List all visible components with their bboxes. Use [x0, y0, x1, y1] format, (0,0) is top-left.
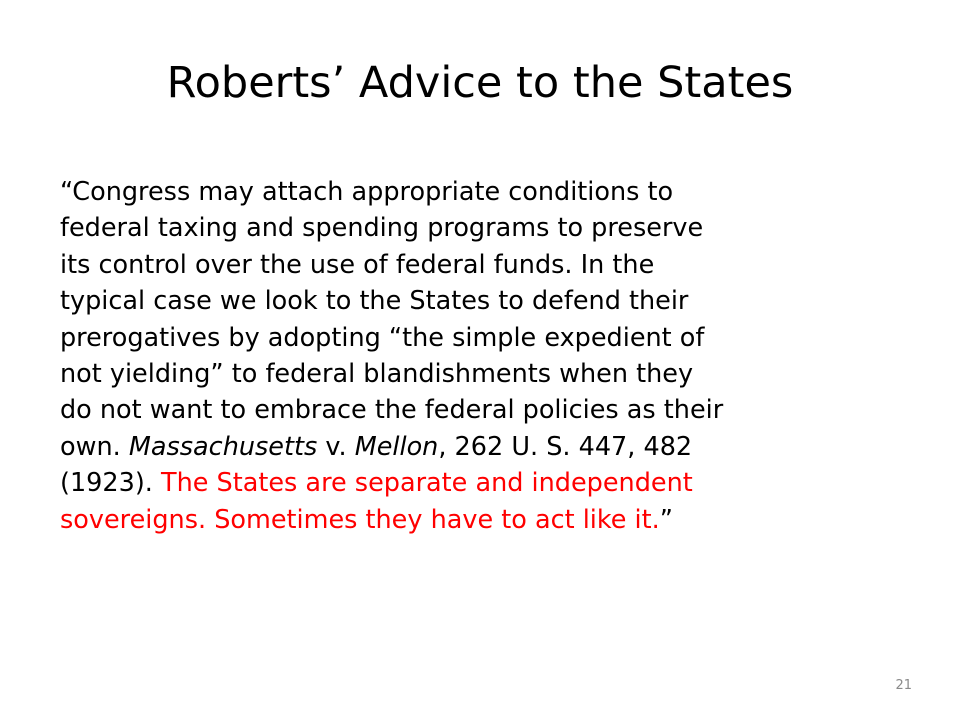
- case-name-massachusetts: Massachusetts: [128, 431, 318, 462]
- quote-line-4: typical case we look to the States to defend their: [60, 286, 689, 317]
- quote-line-10: [60, 502, 905, 538]
- closing-quote: ”: [659, 504, 673, 535]
- quote-line-5: prerogatives by adopting “the simple expedient of: [60, 322, 705, 353]
- slide-title: Roberts’ Advice to the States: [166, 58, 794, 108]
- quote-line-8-start: own.: [60, 431, 129, 462]
- quote-line-6: not yielding” to federal blandishments when they: [60, 359, 694, 390]
- page-number: 21: [895, 678, 912, 693]
- quote-paragraph: [60, 174, 905, 538]
- case-name-mellon: Mellon: [354, 431, 439, 462]
- highlighted-text-part-2: sovereigns. Sometimes they have to act like it.: [60, 504, 660, 535]
- quote-line-9: [60, 465, 905, 501]
- highlighted-text-part-1: The States are separate and independent: [161, 468, 693, 499]
- case-connector: v.: [317, 431, 355, 462]
- quote-line-7: do not want to embrace the federal policies as their: [60, 395, 724, 426]
- quote-line-3: its control over the use of federal funds. In the: [60, 249, 655, 280]
- quote-line-8: [60, 429, 905, 465]
- citation-part-2: (1923).: [60, 468, 162, 499]
- citation-part-1: , 262 U. S. 447, 482: [438, 431, 693, 462]
- quote-line-1: “Congress may attach appropriate conditions to: [60, 177, 674, 207]
- quote-line-2: federal taxing and spending programs to preserve: [60, 213, 704, 244]
